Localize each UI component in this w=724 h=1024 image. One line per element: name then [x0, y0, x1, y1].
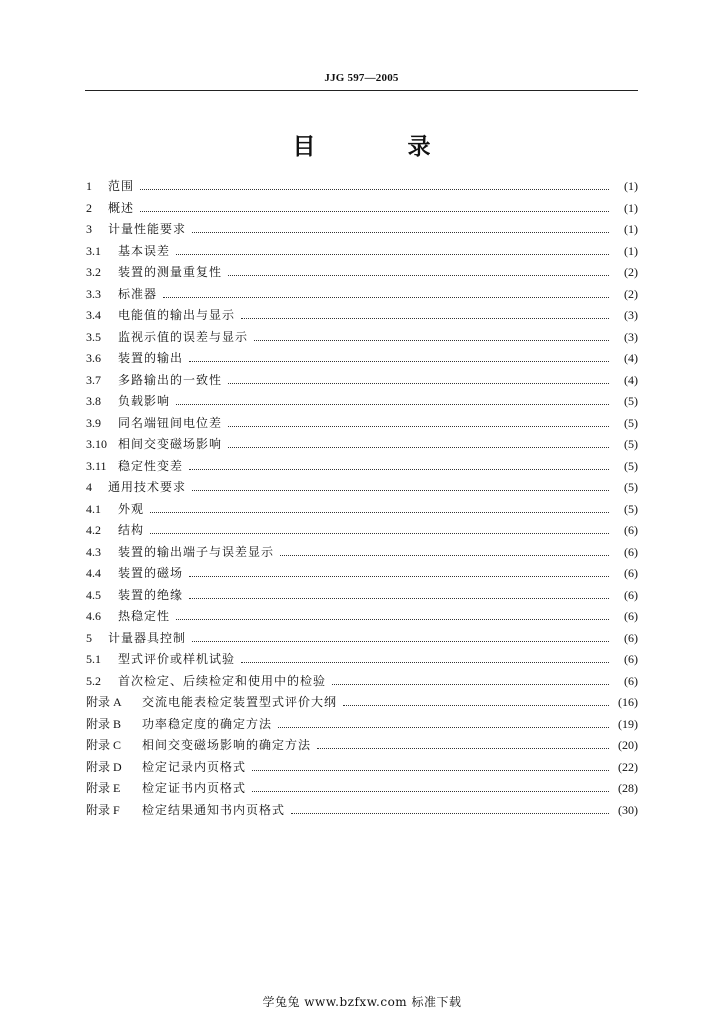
toc-entry [86, 735, 638, 757]
toc-entry [86, 757, 638, 779]
toc-dot-leader [241, 652, 609, 663]
toc-dot-leader [189, 566, 609, 577]
toc-entry-number: 3.4 [86, 308, 101, 322]
toc-entry-title: 首次检定、后续检定和使用中的检验 [118, 673, 327, 688]
toc-entry-number: 4.3 [86, 544, 101, 559]
toc-entry-number: 4.1 [86, 501, 101, 516]
toc-entry-title: 交流电能表检定装置型式评价大纲 [142, 695, 338, 709]
toc-entry [86, 262, 638, 284]
toc-entry-title: 相间交变磁场影响 [118, 437, 223, 451]
toc-entry-title: 标准器 [118, 286, 158, 301]
toc-entry [86, 778, 638, 800]
toc-entry-page: (5) [624, 394, 638, 408]
toc-entry-number: 3.7 [86, 372, 101, 387]
toc-entry-title: 负载影响 [118, 394, 171, 408]
toc-entry-number: 4 [86, 480, 92, 494]
toc-entry-title: 结构 [118, 523, 145, 537]
toc-dot-leader [176, 609, 609, 620]
toc-entry-number: 3.8 [86, 394, 101, 408]
toc-dot-leader [189, 351, 609, 362]
toc-entry-title: 装置的绝缘 [118, 587, 184, 602]
toc-entry-number: 3.6 [86, 351, 101, 365]
toc-entry [86, 628, 638, 650]
toc-entry [86, 585, 638, 607]
toc-entry-number: 附录 A [86, 695, 122, 709]
toc-entry-title: 装置的磁场 [118, 566, 184, 580]
toc-entry [86, 176, 638, 198]
toc-entry [86, 714, 638, 736]
toc-entry-title: 相间交变磁场影响的确定方法 [142, 738, 312, 752]
toc-entry-page: (6) [624, 630, 638, 645]
toc-entry-page: (5) [624, 415, 638, 430]
toc-entry [86, 563, 638, 585]
toc-dot-leader [140, 201, 609, 212]
toc-dot-leader [189, 459, 609, 470]
toc-dot-leader [241, 308, 609, 319]
toc-dot-leader [228, 437, 609, 448]
toc-entry-title: 装置的测量重复性 [118, 265, 223, 279]
toc-entry-title: 计量器具控制 [108, 630, 187, 645]
toc-entry-page: (22) [618, 759, 638, 774]
toc-entry-title: 多路输出的一致性 [118, 372, 223, 387]
toc-entry [86, 348, 638, 370]
toc-dot-leader [332, 674, 609, 685]
toc-entry-page: (3) [624, 308, 638, 322]
toc-entry-page: (2) [624, 265, 638, 279]
toc-entry [86, 671, 638, 693]
toc-dot-leader [278, 717, 609, 728]
toc-dot-leader [163, 287, 609, 298]
page-title: 目 录 [292, 134, 473, 160]
toc-entry-page: (1) [624, 200, 638, 215]
toc-entry-title: 计量性能要求 [108, 222, 187, 236]
toc-entry-page: (5) [624, 437, 638, 451]
toc-entry-number: 附录 F [86, 802, 120, 817]
toc-entry-title: 型式评价或样机试验 [118, 652, 236, 666]
toc-dot-leader [150, 523, 609, 534]
toc-dot-leader [317, 738, 609, 749]
toc-entry-page: (6) [624, 587, 638, 602]
toc-entry-title: 检定证书内页格式 [142, 781, 247, 795]
toc-entry [86, 477, 638, 499]
toc-entry-page: (5) [624, 458, 638, 473]
toc-entry-page: (1) [624, 222, 638, 236]
toc-dot-leader [192, 631, 609, 642]
toc-entry-title: 检定结果通知书内页格式 [142, 802, 286, 817]
toc-entry-number: 5.1 [86, 652, 101, 666]
toc-dot-leader [150, 502, 609, 513]
toc-entry-page: (1) [624, 179, 638, 193]
toc-entry-page: (19) [618, 716, 638, 731]
table-of-contents [86, 176, 638, 821]
toc-entry-number: 4.6 [86, 609, 101, 623]
toc-entry-number: 4.5 [86, 587, 101, 602]
toc-entry-page: (1) [624, 243, 638, 258]
toc-entry-number: 附录 B [86, 716, 122, 731]
toc-entry-title: 装置的输出端子与误差显示 [118, 544, 275, 559]
toc-entry-number: 4.2 [86, 523, 101, 537]
toc-entry-page: (6) [624, 544, 638, 559]
toc-dot-leader [228, 416, 609, 427]
toc-entry-title: 电能值的输出与显示 [118, 308, 236, 322]
toc-entry-page: (5) [624, 501, 638, 516]
toc-entry-number: 5.2 [86, 673, 101, 688]
toc-entry-page: (6) [624, 566, 638, 580]
toc-dot-leader [254, 330, 609, 341]
toc-dot-leader [176, 244, 609, 255]
toc-entry-number: 3.1 [86, 243, 101, 258]
toc-entry [86, 284, 638, 306]
toc-entry [86, 542, 638, 564]
toc-entry-number: 3.3 [86, 286, 101, 301]
toc-entry [86, 456, 638, 478]
toc-entry-number: 附录 E [86, 781, 121, 795]
toc-entry-title: 基本误差 [118, 243, 171, 258]
toc-entry-page: (4) [624, 351, 638, 365]
toc-dot-leader [252, 781, 609, 792]
toc-entry-number: 2 [86, 200, 92, 215]
toc-dot-leader [189, 588, 609, 599]
toc-dot-leader [252, 760, 609, 771]
toc-entry [86, 327, 638, 349]
toc-dot-leader [343, 695, 609, 706]
toc-entry-page: (28) [618, 781, 638, 795]
toc-entry-title: 功率稳定度的确定方法 [142, 716, 273, 731]
toc-entry [86, 241, 638, 263]
toc-entry-title: 热稳定性 [118, 609, 171, 623]
toc-entry [86, 434, 638, 456]
toc-entry-number: 5 [86, 630, 92, 645]
toc-dot-leader [228, 373, 609, 384]
toc-entry-number: 3 [86, 222, 92, 236]
toc-entry-title: 概述 [108, 200, 135, 215]
toc-dot-leader [280, 545, 609, 556]
toc-entry-number: 附录 C [86, 738, 122, 752]
toc-entry-page: (2) [624, 286, 638, 301]
toc-dot-leader [192, 222, 609, 233]
toc-dot-leader [192, 480, 609, 491]
toc-entry-title: 同名端钮间电位差 [118, 415, 223, 430]
toc-entry-page: (5) [624, 480, 638, 494]
toc-dot-leader [176, 394, 609, 405]
toc-entry [86, 606, 638, 628]
toc-entry [86, 391, 638, 413]
toc-entry-page: (30) [618, 802, 638, 817]
toc-entry [86, 520, 638, 542]
toc-entry-page: (6) [624, 652, 638, 666]
toc-entry-number: 1 [86, 179, 92, 193]
toc-entry-title: 装置的输出 [118, 351, 184, 365]
toc-entry-number: 附录 D [86, 759, 122, 774]
toc-entry-title: 通用技术要求 [108, 480, 187, 494]
toc-entry-number: 3.5 [86, 329, 101, 344]
toc-entry-page: (3) [624, 329, 638, 344]
toc-entry-title: 监视示值的误差与显示 [118, 329, 249, 344]
standard-code-header: JJG 597—2005 [324, 72, 399, 84]
toc-entry-number: 4.4 [86, 566, 101, 580]
toc-entry-number: 3.11 [86, 458, 107, 473]
toc-dot-leader [228, 265, 609, 276]
toc-entry [86, 305, 638, 327]
toc-entry [86, 800, 638, 822]
toc-dot-leader [291, 803, 609, 814]
toc-entry-page: (6) [624, 673, 638, 688]
toc-entry-page: (20) [618, 738, 638, 752]
toc-entry [86, 499, 638, 521]
header-rule [85, 90, 638, 91]
toc-entry-number: 3.10 [86, 437, 107, 451]
toc-entry-number: 3.9 [86, 415, 101, 430]
toc-entry-number: 3.2 [86, 265, 101, 279]
footer-watermark: 学兔兔 www.bzfxw.com 标准下载 [262, 995, 462, 1009]
toc-entry-title: 范围 [108, 179, 135, 193]
toc-entry [86, 692, 638, 714]
toc-entry [86, 219, 638, 241]
toc-entry [86, 370, 638, 392]
toc-entry [86, 413, 638, 435]
toc-entry-page: (6) [624, 609, 638, 623]
toc-entry-page: (16) [618, 695, 638, 709]
toc-dot-leader [140, 179, 609, 190]
toc-entry [86, 649, 638, 671]
toc-entry-page: (4) [624, 372, 638, 387]
toc-entry-title: 检定记录内页格式 [142, 759, 247, 774]
toc-entry-title: 稳定性变差 [118, 458, 184, 473]
toc-entry-title: 外观 [118, 501, 145, 516]
toc-entry [86, 198, 638, 220]
toc-entry-page: (6) [624, 523, 638, 537]
